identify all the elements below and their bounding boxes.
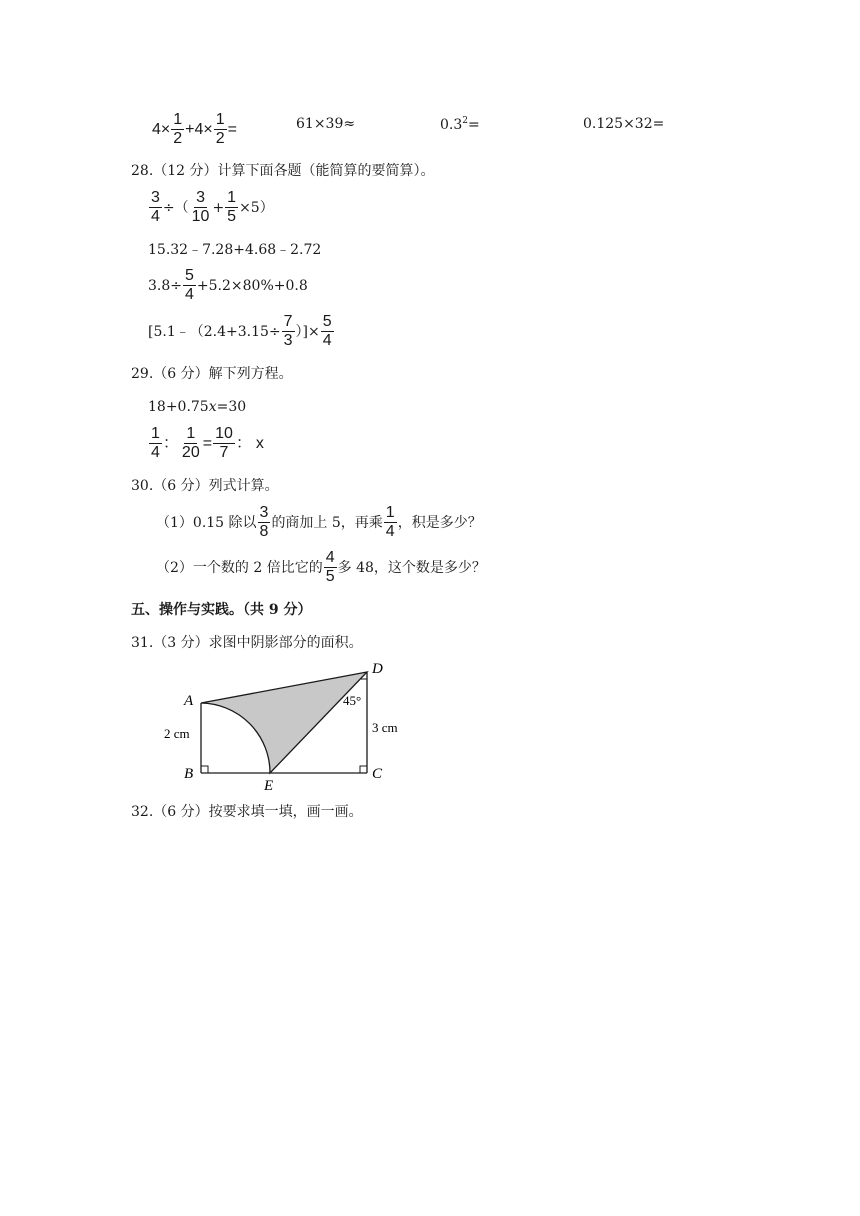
oral-item-1-times: × xyxy=(160,120,171,138)
label-b: B xyxy=(184,766,194,782)
q28-expr-4: [5.1﹣（2.4+3.15÷ $\frac{7}{3}$ ）]× $\frac{5}{4}$ xyxy=(148,313,332,349)
right-angle-c xyxy=(360,766,367,773)
q32-title: 32.（6 分）按要求填一填，画一画。 xyxy=(131,804,363,820)
q30-part-2: （2）一个数的 2 倍比它的 $\frac{4}{5}$ 多 48，这个数是多少？ xyxy=(156,549,486,585)
label-d: D xyxy=(372,661,383,677)
fraction: $\frac{3}{8}$ xyxy=(259,504,269,540)
label-left-length: 2 cm xyxy=(164,726,190,741)
q28-title: 28.（12 分）计算下面各题（能简算的要简算）。 xyxy=(131,163,435,179)
oral-item-1-plus: +4 xyxy=(185,120,204,138)
oral-item-3: $0.3^2=$ xyxy=(440,116,480,133)
fraction: $\frac{1}{2}$ xyxy=(173,111,183,147)
shaded-region xyxy=(201,672,367,773)
q29-title: 29.（6 分）解下列方程。 xyxy=(131,366,293,382)
label-a: A xyxy=(184,693,194,709)
right-angle-b xyxy=(201,766,208,773)
fraction: $\frac{4}{5}$ xyxy=(325,549,335,585)
label-right-length: 3 cm xyxy=(372,720,398,735)
fraction: $\frac{1}{4}$ xyxy=(151,425,160,461)
label-c: C xyxy=(372,766,383,782)
oral-item-1-a: 4 xyxy=(152,120,161,138)
fraction: $\frac{1}{5}$ xyxy=(227,189,237,225)
fraction: $\frac{7}{3}$ xyxy=(283,313,293,349)
oral-item-1 xyxy=(152,112,237,147)
q29-equation-1: 18+0.75x=30 xyxy=(148,399,247,415)
label-e: E xyxy=(264,778,274,794)
oral-item-2: 61×39≈ xyxy=(296,116,356,132)
q31-title: 31.（3 分）求图中阴影部分的面积。 xyxy=(131,635,363,651)
fraction: $\frac{1}{20}$ xyxy=(181,425,200,461)
fraction: $\frac{3}{10}$ xyxy=(191,189,210,225)
fraction: $\frac{1}{2}$ xyxy=(215,111,225,147)
q28-expr-1: $\frac{3}{4}$ ÷ （ $\frac{3}{10}$ + $\frac{1}{5}$ ×5） xyxy=(151,189,274,225)
q28-expr-3: 3.8÷ $\frac{5}{4}$ +5.2×80%+0.8 xyxy=(148,267,308,303)
q30-part-1: （1）0.15 除以 $\frac{3}{8}$ 的商加上 5，再乘 $\frac{1}{4}$ ，积是多少？ xyxy=(156,504,482,540)
oral-item-1-eq: = xyxy=(227,120,237,138)
oral-item-1-times2: × xyxy=(203,120,213,138)
fraction: $\frac{10}{7}$ xyxy=(215,425,233,461)
oral-item-4: 0.125×32= xyxy=(583,116,665,132)
geometry-figure xyxy=(150,655,420,795)
fraction: $\frac{1}{4}$ xyxy=(385,504,395,540)
fraction: $\frac{5}{4}$ xyxy=(185,267,194,303)
fraction: $\frac{3}{4}$ xyxy=(151,189,160,225)
label-angle: 45° xyxy=(343,693,362,708)
q28-expr-2: 15.32﹣7.28+4.68﹣2.72 xyxy=(148,242,322,258)
section-heading: 五、操作与实践。（共 9 分） xyxy=(131,602,312,618)
q29-equation-2: $\frac{1}{4}$ ： $\frac{1}{20}$ = $\frac{10}{7}$ ： x xyxy=(151,425,264,461)
fraction: $\frac{5}{4}$ xyxy=(322,313,332,349)
q30-title: 30.（6 分）列式计算。 xyxy=(131,478,279,494)
